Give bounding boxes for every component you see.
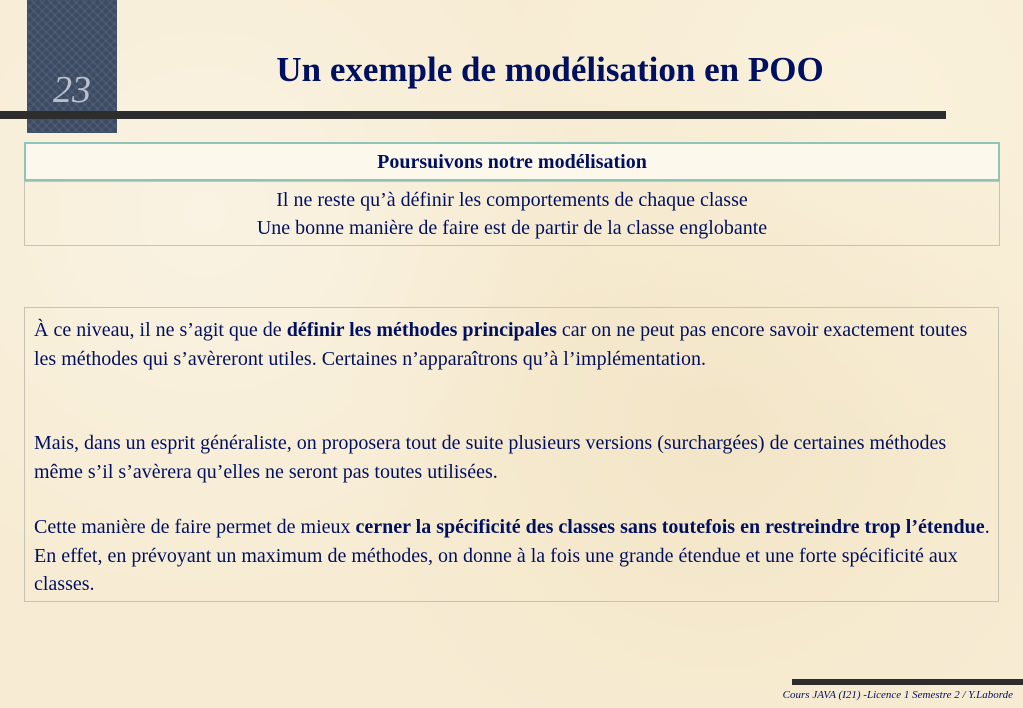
paragraph-3-text: Cette manière de faire permet de mieux [34,516,356,538]
paragraph-1-text-end: car on ne peut pas encore savoir exactement toutes les méthodes qui s’avèreront utiles. Certaines n’apparaîtrons qu’à l’implémentation. [34,319,968,370]
slide-title: Un exemple de modélisation en POO [276,50,824,89]
paragraph-2: Mais, dans un esprit généraliste, on proposera tout de suite plusieurs versions (surchargées) de certaines méthodes même s’il s’avèrera qu’elles ne seront pas toutes utilisées. [34,432,947,483]
paragraph-3 [34,513,994,599]
paragraph-3-text-end: . En effet, en prévoyant un maximum de méthodes, on donne à la fois une grande étendue et une forte spécificité aux classes. [34,516,990,595]
section-heading: Poursuivons notre modélisation [377,151,647,173]
paragraph-1 [34,316,994,373]
body-box [24,307,999,602]
footer-text: Cours JAVA (I21) -Licence 1 Semestre 2 / Y.Laborde [782,689,1013,701]
paragraph-1-text: À ce niveau, il ne s’agit que de [34,319,287,341]
intro-line-1: Il ne reste qu’à définir les comportements de chaque classe [276,189,748,211]
paragraph-3-emphasis: cerner la spécificité des classes sans toutefois en restreindre trop l’étendue [355,516,985,538]
footer-rule [792,679,1023,685]
intro-box [24,181,1000,246]
intro-line-2: Une bonne manière de faire est de partir de la classe englobante [256,217,768,239]
paragraph-1-emphasis: définir les méthodes principales [286,319,557,341]
slide-number: 23 [53,69,91,111]
title-rule [0,111,946,119]
section-heading-box [24,142,1000,181]
